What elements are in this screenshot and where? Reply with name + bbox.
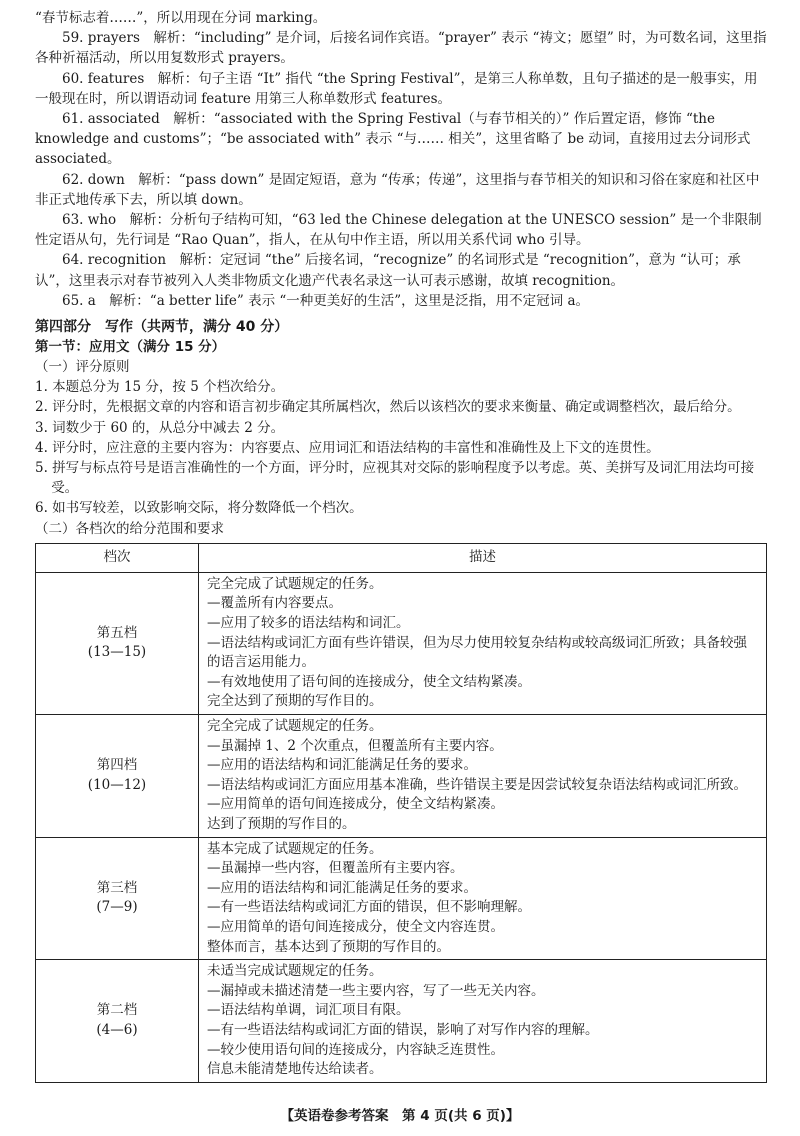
explanation-65: 65. a 解析：“a better life” 表示 “一种更美好的生活”，这里是泛指，用不定冠词 a。 [62, 292, 590, 309]
description-line: 达到了预期的写作目的。 [207, 816, 356, 832]
description-line: —语法结构或词汇方面有些许错误，但为尽力使用较复杂结构或较高级词汇所致；具备较强的语言运用能力。 [207, 634, 747, 671]
description-line: 完全完成了试题规定的任务。 [207, 575, 383, 592]
description-line: 完全达到了预期的写作目的。 [207, 693, 383, 710]
description-line: 完全完成了试题规定的任务。 [207, 718, 383, 735]
description-line: —覆盖所有内容要点。 [207, 595, 342, 612]
levels-title: （二）各档次的给分范围和要求 [35, 520, 224, 537]
description-line: —漏掉或未描述清楚一些主要内容，写了一些无关内容。 [207, 982, 545, 999]
description-line: —应用简单的语句间连接成分，使全文内容连贯。 [207, 918, 504, 935]
level-range: (13—15) [87, 644, 147, 661]
description-line: 基本完成了试题规定的任务。 [207, 840, 383, 857]
description-line: —虽漏掉一些内容，但覆盖所有主要内容。 [207, 860, 464, 877]
description-line: —应用的语法结构和词汇能满足任务的要求。 [207, 879, 477, 896]
explanation-continued: “春节标志着……”，所以用现在分词 marking。 [35, 10, 327, 26]
description-line: —有效地使用了语句间的连接成分，使全文结构紧凑。 [207, 673, 531, 690]
explanation-60: 60. features 解析：句子主语 “It” 指代 “the Spring Festival”，是第三人称单数，且句子描述的是一般事实，用一般现在时，所以谓语动词 feature 用第三人称单数形式 features。 [35, 70, 758, 107]
level-cell [36, 572, 199, 714]
explanation-61: 61. associated 解析：“associated with the Spring Festival（与春节相关的）” 作后置定语，修饰 “the knowledge and customs”；“be associated with” 表示 “与…… 相关”，这里省略了 be 动词，直接用过去分词形式 associated。 [35, 111, 751, 168]
description-line: —应用的语法结构和词汇能满足任务的要求。 [207, 757, 477, 774]
level-name: 第二档 [96, 1002, 138, 1019]
description-line: —语法结构或词汇方面应用基本准确，些许错误主要是因尝试较复杂语法结构或词汇所致。 [207, 776, 747, 793]
principles-title: （一）评分原则 [35, 359, 130, 376]
table-row [36, 572, 767, 714]
principle-item: 4. 评分时，应注意的主要内容为：内容要点、应用词汇和语法结构的丰富性和准确性及上下文的连贯性。 [35, 439, 660, 456]
explanation-62: 62. down 解析：“pass down” 是固定短语，意为 “传承；传递”，这里指与春节相关的知识和习俗在家庭和社区中非正式地传承下去，所以填 down。 [35, 171, 760, 208]
principles-list [35, 377, 770, 518]
level-range: (4—6) [96, 1021, 138, 1038]
table-row [36, 837, 767, 960]
description-line: —应用了较多的语法结构和词汇。 [207, 615, 410, 632]
writing-section-title: 第一节：应用文（满分 15 分） [35, 339, 226, 356]
explanation-63: 63. who 解析：分析句子结构可知，“63 led the Chinese delegation at the UNESCO session” 是一个非限制性定语从句，先行词是 “Rao Quan”，指人，在从句中作主语，所以用关系代词 who 引导。 [35, 212, 762, 249]
level-cell [36, 960, 199, 1083]
description-line: —应用简单的语句间连接成分，使全文结构紧凑。 [207, 796, 504, 813]
explanation-59: 59. prayers 解析：“including” 是介词，后接名词作宾语。“prayer” 表示 “祷文；愿望” 时，为可数名词，这里指各种祈福活动，所以用复数形式 prayers。 [35, 30, 767, 67]
level-cell [36, 837, 199, 960]
principle-item: 1. 本题总分为 15 分，按 5 个档次给分。 [35, 379, 285, 396]
table-row [36, 715, 767, 838]
level-range: (10—12) [87, 776, 147, 793]
description-cell [199, 715, 767, 838]
level-name: 第五档 [96, 624, 138, 641]
description-line: —语法结构单调，词汇项目有限。 [207, 1002, 410, 1019]
description-line: —虽漏掉 1、2 个次重点，但覆盖所有主要内容。 [207, 737, 503, 754]
level-cell [36, 715, 199, 838]
description-cell [199, 960, 767, 1083]
principle-item: 3. 词数少于 60 的，从总分中减去 2 分。 [35, 419, 285, 436]
explanation-64: 64. recognition 解析：定冠词 “the” 后接名词，“recognize” 的名词形式是 “recognition”，意为 “认可；承认”，这里表示对春节被列入人类非物质文化遗产代表名录这一认可表示感谢，故填 recognition。 [35, 252, 741, 289]
answer-explanations [35, 8, 770, 311]
level-range: (7—9) [96, 899, 138, 916]
level-name: 第四档 [96, 757, 138, 774]
principle-item: 2. 评分时，先根据文章的内容和语言初步确定其所属档次，然后以该档次的要求来衡量、确定或调整档次，最后给分。 [35, 399, 741, 416]
description-line: 整体而言，基本达到了预期的写作目的。 [207, 938, 450, 955]
header-description: 描述 [199, 543, 767, 572]
description-cell [199, 837, 767, 960]
principle-item: 6. 如书写较差，以致影响交际，将分数降低一个档次。 [35, 500, 363, 517]
scoring-table [35, 543, 767, 1083]
description-line: —有一些语法结构或词汇方面的错误，但不影响理解。 [207, 899, 531, 916]
level-name: 第三档 [96, 879, 138, 896]
description-line: 信息未能清楚地传达给读者。 [207, 1061, 383, 1078]
description-line: —较少使用语句间的连接成分，内容缺乏连贯性。 [207, 1041, 504, 1058]
header-level: 档次 [36, 543, 199, 572]
table-row [36, 960, 767, 1083]
table-header-row [36, 543, 767, 572]
writing-part-title: 第四部分 写作（共两节，满分 40 分） [35, 319, 289, 336]
page-footer: 【英语卷参考答案 第 4 页(共 6 页)】 [280, 1108, 520, 1124]
description-line: —有一些语法结构或词汇方面的错误，影响了对写作内容的理解。 [207, 1021, 599, 1038]
description-line: 未适当完成试题规定的任务。 [207, 963, 383, 980]
principle-item: 5. 拼写与标点符号是语言准确性的一个方面，评分时，应视其对交际的影响程度予以考虑。英、美拼写及词汇用法均可接受。 [35, 460, 755, 497]
description-cell [199, 572, 767, 714]
